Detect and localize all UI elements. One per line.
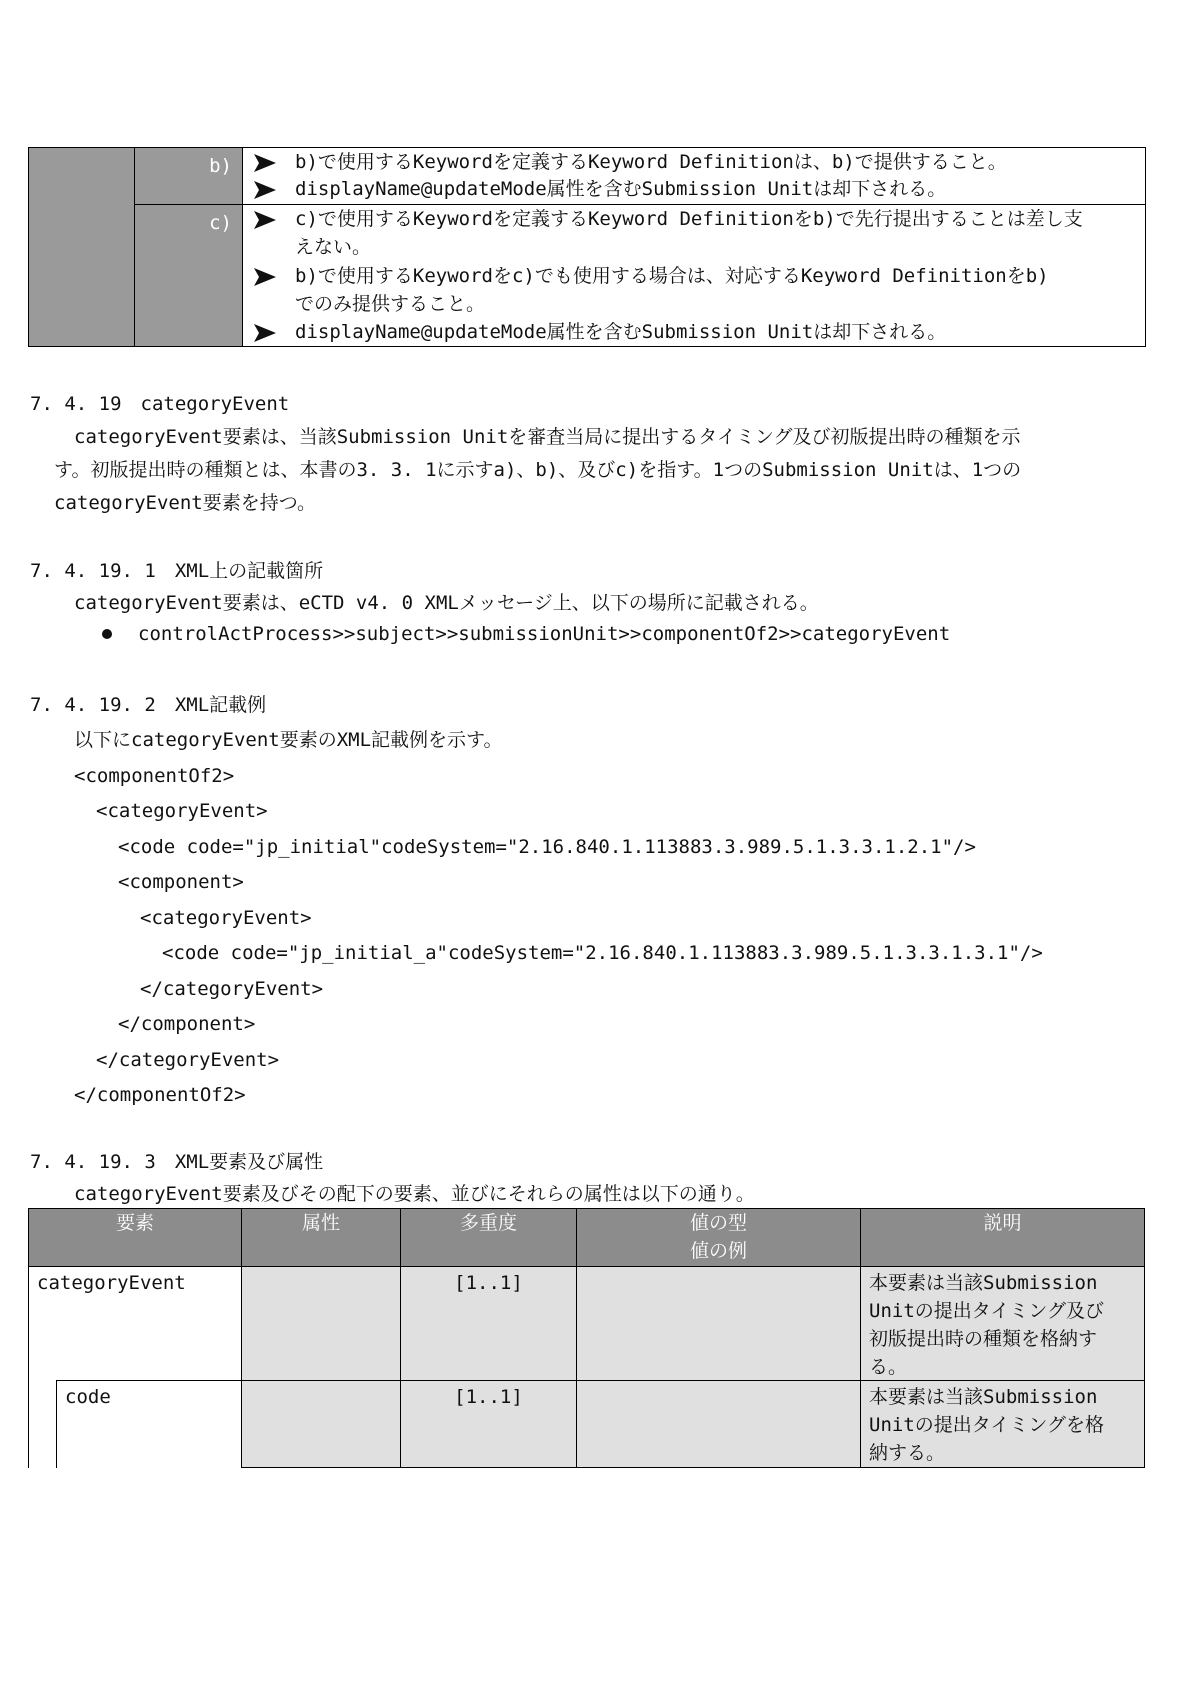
cell-multiplicity: [1..1] xyxy=(400,1380,577,1468)
nesting-line xyxy=(28,1380,29,1468)
row-b-content xyxy=(243,148,1145,205)
subsection-3-heading: 7. 4. 19. 3 XML要素及び属性 xyxy=(30,1151,324,1173)
bullet-text: b)で使用するKeywordをc)でも使用する場合は、対応するKeyword Definitionをb) xyxy=(295,265,1049,287)
code-line: </categoryEvent> xyxy=(140,978,324,1000)
cell-value xyxy=(576,1266,861,1381)
cell-description: 本要素は当該Submission Unitの提出タイミング及び 初版提出時の種類を格納す る。 xyxy=(860,1266,1145,1381)
cell-multiplicity: [1..1] xyxy=(400,1266,577,1381)
cell-element: code xyxy=(56,1380,242,1468)
subsection-2-heading: 7. 4. 19. 2 XML記載例 xyxy=(30,694,267,716)
subsection-1-heading: 7. 4. 19. 1 XML上の記載箇所 xyxy=(30,560,324,582)
section-heading: 7. 4. 19 categoryEvent xyxy=(30,393,290,415)
row-label: b) xyxy=(209,155,232,177)
attribute-table xyxy=(28,1208,1145,1468)
section-para-line-2: す。初版提出時の種類とは、本書の3. 3. 1に示すa)、b)、及びc)を指す。1つのSubmission Unitは、1つの xyxy=(54,459,1022,481)
row-label: c) xyxy=(209,212,232,234)
header-multiplicity: 多重度 xyxy=(400,1208,577,1267)
header-description: 説明 xyxy=(860,1208,1145,1267)
bullet-text: displayName@updateMode属性を含むSubmission Unitは却下される。 xyxy=(295,321,947,343)
code-line: <componentOf2> xyxy=(74,765,235,787)
cell-description: 本要素は当該Submission Unitの提出タイミングを格 納する。 xyxy=(860,1380,1145,1468)
cell-attribute xyxy=(241,1266,401,1381)
subsection-2-para: 以下にcategoryEvent要素のXML記載例を示す。 xyxy=(74,729,503,751)
code-line: <categoryEvent> xyxy=(140,907,312,929)
header-attribute: 属性 xyxy=(241,1208,401,1267)
code-line: <code code="jp_initial_a"codeSystem="2.16.840.1.113883.3.989.5.1.3.3.1.3.1"/> xyxy=(162,942,1043,964)
bullet-text: c)で使用するKeywordを定義するKeyword Definitionをb)で先行提出することは差し支 xyxy=(295,208,1083,230)
table-col-2-row-b xyxy=(135,148,243,205)
code-line: </componentOf2> xyxy=(74,1084,246,1106)
code-line: </component> xyxy=(118,1013,256,1035)
bullet-text-cont: でのみ提供すること。 xyxy=(295,293,486,315)
dot-bullet-icon xyxy=(102,629,112,639)
table-col-1 xyxy=(29,148,135,346)
cell-value xyxy=(576,1380,861,1468)
xml-path: controlActProcess>>subject>>submissionUnit>>componentOf2>>categoryEvent xyxy=(138,623,951,645)
arrow-bullet-icon xyxy=(253,152,279,174)
cell-element: categoryEvent xyxy=(28,1266,242,1381)
arrow-bullet-icon xyxy=(253,209,279,231)
bullet-text: displayName@updateMode属性を含むSubmission Unitは却下される。 xyxy=(295,178,947,200)
arrow-bullet-icon xyxy=(253,266,279,288)
bullet-text-cont: えない。 xyxy=(295,236,372,258)
subsection-3-para: categoryEvent要素及びその配下の要素、並びにそれらの属性は以下の通り。 xyxy=(74,1183,755,1205)
code-line: </categoryEvent> xyxy=(96,1049,280,1071)
bullet-text: b)で使用するKeywordを定義するKeyword Definitionは、b)で提供すること。 xyxy=(295,151,1007,173)
cell-attribute xyxy=(241,1380,401,1468)
code-line: <code code="jp_initial"codeSystem="2.16.840.1.113883.3.989.5.1.3.3.1.2.1"/> xyxy=(118,836,976,858)
subsection-1-para: categoryEvent要素は、eCTD v4. 0 XMLメッセージ上、以下の場所に記載される。 xyxy=(74,592,819,614)
code-line: <component> xyxy=(118,871,244,893)
header-value-example: 値の例 xyxy=(689,1240,747,1262)
section-para-line-1: categoryEvent要素は、当該Submission Unitを審査当局に提出するタイミング及び初版提出時の種類を示 xyxy=(74,426,1021,448)
continuation-table xyxy=(28,147,1146,347)
row-c-content xyxy=(243,205,1145,346)
section-para-line-3: categoryEvent要素を持つ。 xyxy=(54,492,316,514)
header-element: 要素 xyxy=(28,1208,242,1267)
arrow-bullet-icon xyxy=(253,179,279,201)
header-value-type: 値の型 xyxy=(689,1212,747,1234)
arrow-bullet-icon xyxy=(253,322,279,344)
code-line: <categoryEvent> xyxy=(96,800,268,822)
table-col-2-row-c xyxy=(135,205,243,346)
header-value xyxy=(576,1208,861,1267)
